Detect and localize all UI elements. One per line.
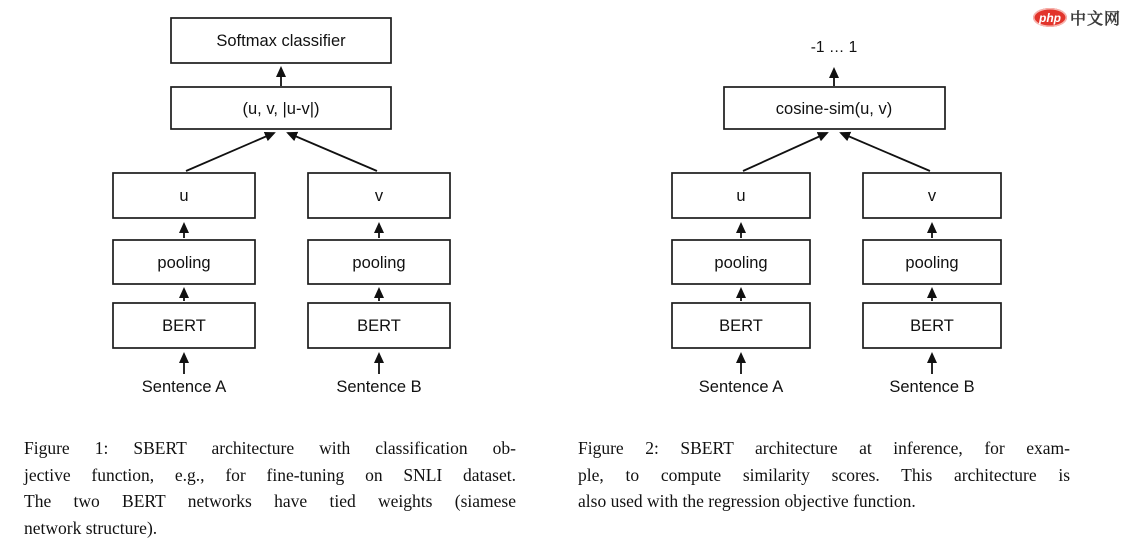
v-label: v	[374, 187, 384, 205]
pooling-right-label: pooling	[905, 254, 959, 272]
php-logo-icon: php	[1033, 8, 1067, 27]
v-label: v	[927, 187, 937, 205]
sentence-a-label: Sentence A	[141, 378, 227, 396]
caption-line: ple, to compute similarity scores. This architecture is	[578, 464, 1070, 485]
output-range-label: -1 … 1	[810, 39, 858, 56]
sentence-b-label: Sentence B	[336, 378, 422, 396]
arrow-v-to-cosine	[841, 133, 930, 171]
pooling-left-label: pooling	[714, 254, 768, 272]
u-label: u	[179, 187, 189, 205]
figure1-caption	[24, 435, 516, 541]
softmax-label: Softmax classifier	[216, 32, 346, 50]
arrow-u-to-cosine	[743, 133, 827, 171]
arrow-u-to-concat	[186, 133, 274, 171]
figure1-diagram	[113, 18, 450, 396]
php-cn-watermark	[1033, 6, 1121, 29]
caption-line: jective function, e.g., for fine-tuning on SNLI dataset.	[24, 464, 516, 485]
pooling-left-label: pooling	[157, 254, 211, 272]
figure2-diagram	[672, 39, 1001, 396]
bert-right-label: BERT	[357, 317, 401, 335]
concat-label: (u, v, |u-v|)	[242, 100, 320, 118]
pooling-right-label: pooling	[352, 254, 406, 272]
bert-left-label: BERT	[719, 317, 763, 335]
sentence-a-label: Sentence A	[698, 378, 784, 396]
caption-line: network structure).	[24, 517, 158, 538]
bert-left-label: BERT	[162, 317, 206, 335]
u-label: u	[736, 187, 746, 205]
site-name-label: 中文网	[1069, 11, 1121, 28]
arrow-v-to-concat	[288, 133, 377, 171]
cosine-label: cosine-sim(u, v)	[775, 100, 893, 118]
bert-right-label: BERT	[910, 317, 954, 335]
sentence-b-label: Sentence B	[889, 378, 975, 396]
caption-line: Figure 2: SBERT architecture at inference, for exam-	[578, 438, 1070, 458]
caption-line: also used with the regression objective function.	[578, 491, 916, 511]
figure2-caption	[578, 435, 1070, 515]
caption-line: Figure 1: SBERT architecture with classification ob-	[24, 438, 516, 458]
caption-line: The two BERT networks have tied weights (siamese	[24, 491, 516, 511]
